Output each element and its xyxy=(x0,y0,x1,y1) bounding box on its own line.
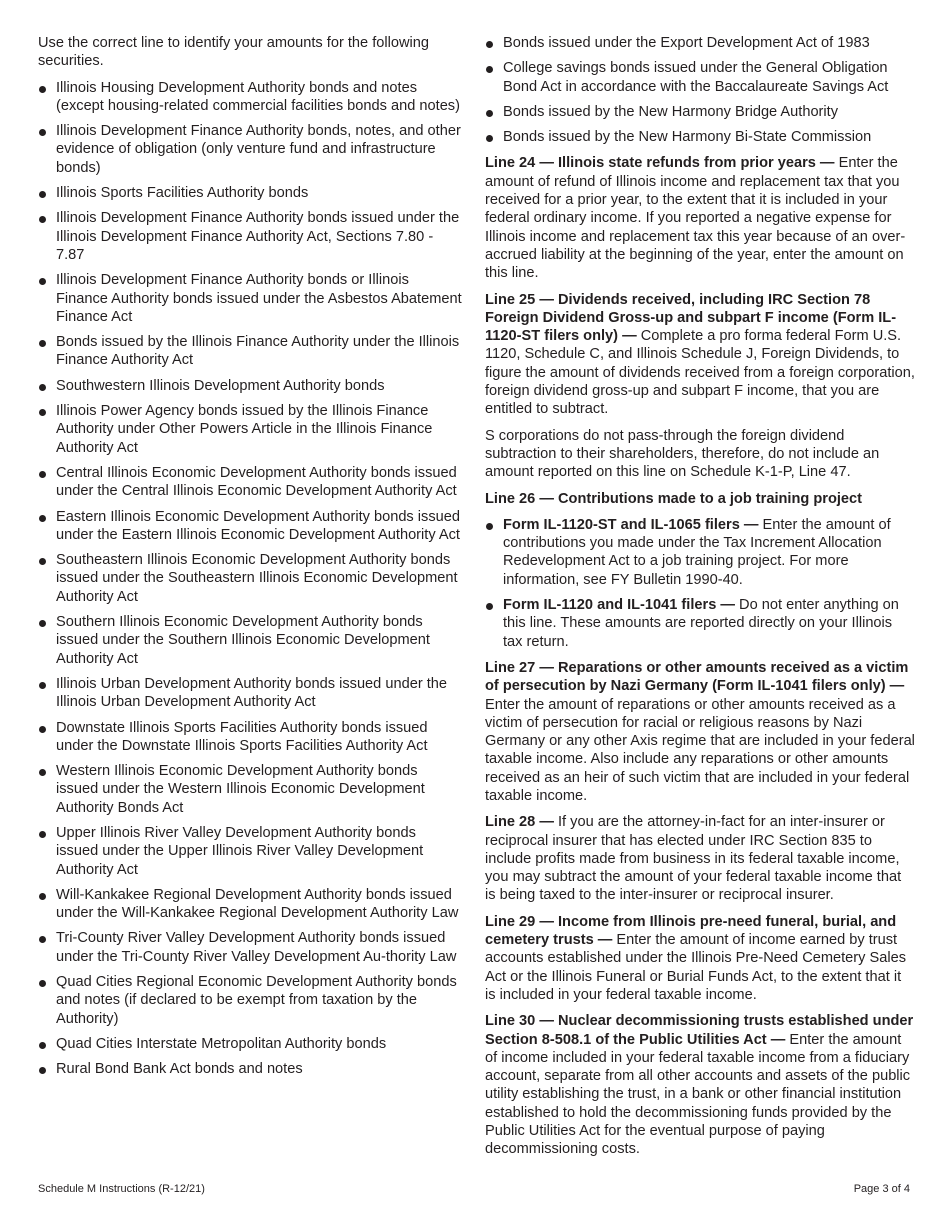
list-item: Bonds issued under the Export Development Act of 1983 xyxy=(485,34,915,52)
line-25-section xyxy=(485,291,915,419)
line-28-heading: Line 28 — xyxy=(485,814,554,831)
filer-instruction: Do not enter anything on this line. These amounts are reported directly on your Illinois tax return. xyxy=(503,597,899,650)
list-item: Illinois Power Agency bonds issued by the Illinois Finance Authority under Other Powers Article in the Illinois Finance Authority Act xyxy=(38,402,462,457)
list-item: Eastern Illinois Economic Development Authority bonds issued under the Eastern Illinois Economic Development Authority Act xyxy=(38,508,462,545)
list-item: Bonds issued by the New Harmony Bi-State Commission xyxy=(485,128,915,146)
securities-list xyxy=(38,79,462,1079)
line-26-heading xyxy=(485,490,915,508)
line-28-text: If you are the attorney-in-fact for an inter-insurer or reciprocal insurer that has elected under IRC Section 835 to include profits made from business in its federal taxable income, you may subtract the amount of your federal taxable income that is being taxed to the inter-insurer or reciprocal insurer. xyxy=(485,814,902,904)
line-28-section xyxy=(485,813,915,904)
list-item xyxy=(485,516,915,589)
line-30-heading: Line 30 — Nuclear decommissioning trusts established under Section 8-508.1 of the Public Utilities Act — xyxy=(485,1013,914,1048)
right-column xyxy=(485,34,915,1167)
list-item: Illinois Sports Facilities Authority bonds xyxy=(38,184,462,202)
line-25-heading: Line 25 — Dividends received, including IRC Section 78 Foreign Dividend Gross-up and subpart F income (Form IL-1120-ST filers only) — xyxy=(485,291,897,345)
list-item: Illinois Housing Development Authority bonds and notes (except housing-related commercial facilities bonds and notes) xyxy=(38,79,462,116)
line-30-section xyxy=(485,1012,915,1158)
list-item: Illinois Development Finance Authority bonds, notes, and other evidence of obligation (only venture fund and infrastructure bonds) xyxy=(38,122,462,177)
line-29-heading: Line 29 — Income from Illinois pre-need funeral, burial, and cemetery trusts — xyxy=(485,913,897,949)
list-item: Downstate Illinois Sports Facilities Authority bonds issued under the Downstate Illinois Sports Facilities Authority Act xyxy=(38,719,462,756)
line-27-section xyxy=(485,659,915,805)
list-item: Illinois Urban Development Authority bonds issued under the Illinois Urban Development Authority Act xyxy=(38,675,462,712)
list-item: Tri-County River Valley Development Authority bonds issued under the Tri-County River Valley Development Au-thority Law xyxy=(38,929,462,966)
list-item: Illinois Development Finance Authority bonds or Illinois Finance Authority bonds issued under the Asbestos Abatement Finance Act xyxy=(38,271,462,326)
line-26-heading-text: Line 26 — Contributions made to a job training project xyxy=(485,490,863,507)
filer-type-label: Form IL-1120 and IL-1041 filers — xyxy=(503,597,735,614)
filer-instruction: Enter the amount of contributions you made under the Tax Increment Allocation Redevelopment Act to a job training project. For more information, see FY Bulletin 1990-40. xyxy=(503,516,891,588)
list-item: Rural Bond Bank Act bonds and notes xyxy=(38,1060,462,1078)
filer-type-label: Form IL-1120-ST and IL-1065 filers — xyxy=(503,516,759,533)
securities-intro: Use the correct line to identify your amounts for the following securities. xyxy=(38,35,429,70)
list-item: Central Illinois Economic Development Authority bonds issued under the Central Illinois Economic Development Authority Act xyxy=(38,464,462,501)
list-item: Southeastern Illinois Economic Development Authority bonds issued under the Southeastern Illinois Economic Development Authority Act xyxy=(38,551,462,606)
line-24-text: Enter the amount of refund of Illinois income and replacement tax that you received for a prior year, to the extent that it is included in your federal ordinary income. If you reported a negative expense for Illinois income and replacement tax this year because of an over-accrued liability at the beginning of the year, enter the amount on this line. xyxy=(485,155,906,282)
list-item: Quad Cities Interstate Metropolitan Authority bonds xyxy=(38,1035,462,1053)
line-25-note: S corporations do not pass-through the foreign dividend subtraction to their shareholders, therefore, do not include an amount reported on this line on Schedule K-1-P, Line 47. xyxy=(485,427,880,481)
list-item: Upper Illinois River Valley Development Authority bonds issued under the Upper Illinois River Valley Development Authority Act xyxy=(38,824,462,879)
line-24-section xyxy=(485,154,915,282)
line-29-section xyxy=(485,913,915,1004)
list-item: Quad Cities Regional Economic Development Authority bonds and notes (if declared to be exempt from taxation by the Authority) xyxy=(38,973,462,1028)
footer-form-id: Schedule M Instructions (R-12/21) xyxy=(38,1183,205,1195)
line-27-text: Enter the amount of reparations or other amounts received as a victim of persecution for racial or religious reasons by Nazi Germany or any other Axis regime that are included in your federal taxable income. Also include any reparations or other amounts received as an heir of such victim that are included in your federal taxable income. xyxy=(485,696,915,804)
line-25-text: Complete a pro forma federal Form U.S. 1120, Schedule C, and Illinois Schedule J, Foreign Dividends, to figure the amount of dividends received from a foreign corporation, foreign dividend gross-up and subpart F income, that you are entitled to subtract. xyxy=(485,328,915,418)
line-30-text: Enter the amount of income included in your federal taxable income from a fiduciary account, separate from all other accounts and assets of the public utility establishing the trust, in a bank or other financial institution established to hold the decommissioning funds provided by the Public Utilities Act for the eventual purpose of paying decommissioning costs. xyxy=(485,1031,911,1158)
line-27-heading: Line 27 — Reparations or other amounts received as a victim of persecution by Nazi Germany (Form IL-1041 filers only) — xyxy=(485,659,909,695)
list-item: Illinois Development Finance Authority bonds issued under the Illinois Development Finance Authority Act, Sections 7.80 - 7.87 xyxy=(38,209,462,264)
line-24-heading: Line 24 — Illinois state refunds from prior years — xyxy=(485,155,835,172)
list-item: Bonds issued by the Illinois Finance Authority under the Illinois Finance Authority Act xyxy=(38,333,462,370)
footer-page-number: Page 3 of 4 xyxy=(853,1183,910,1195)
list-item: Southwestern Illinois Development Authority bonds xyxy=(38,377,462,395)
securities-list-continued xyxy=(485,34,915,146)
list-item: Southern Illinois Economic Development Authority bonds issued under the Southern Illinois Economic Development Authority Act xyxy=(38,613,462,668)
list-item: Western Illinois Economic Development Authority bonds issued under the Western Illinois Economic Development Authority Bonds Act xyxy=(38,762,462,817)
list-item: Will-Kankakee Regional Development Authority bonds issued under the Will-Kankakee Regional Development Authority Law xyxy=(38,886,462,923)
list-item xyxy=(485,596,915,651)
left-column xyxy=(38,34,462,1087)
line-29-text: Enter the amount of income earned by trust accounts established under the Illinois Pre-Need Cemetery Sales Act or the Illinois Funeral or Burial Funds Act, to the extent that it is included in your federal taxable income. xyxy=(485,932,907,1003)
list-item: Bonds issued by the New Harmony Bridge Authority xyxy=(485,103,915,121)
line-26-list xyxy=(485,516,915,651)
list-item: College savings bonds issued under the General Obligation Bond Act in accordance with the Baccalaureate Savings Act xyxy=(485,59,915,96)
